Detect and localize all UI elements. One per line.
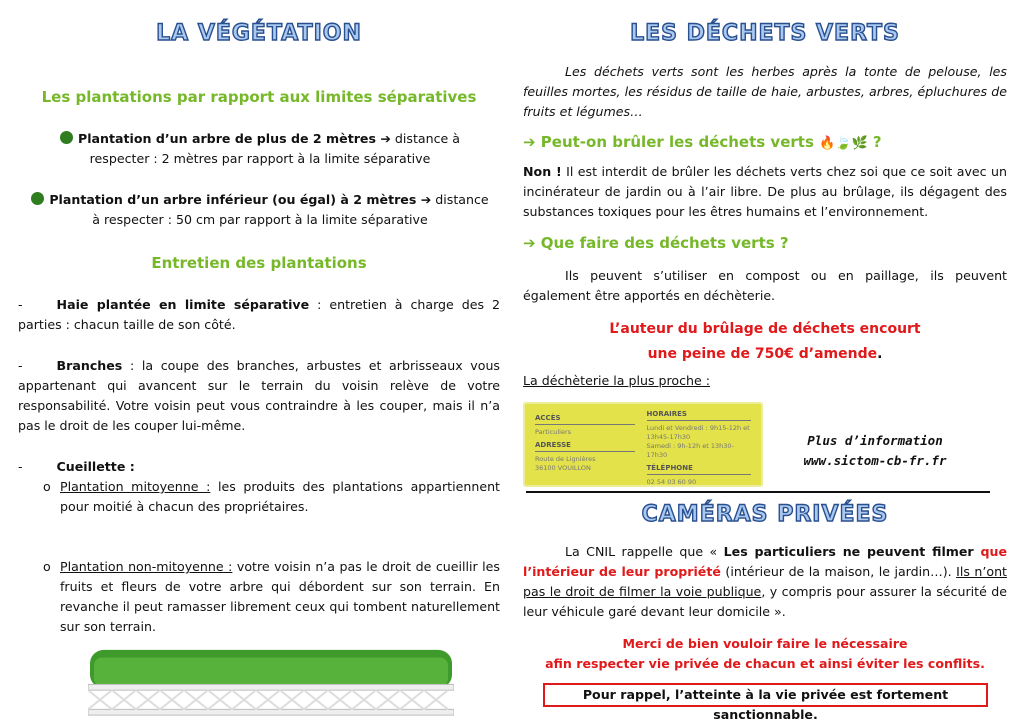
dechets-title: LES DÉCHETS VERTS [630, 21, 900, 46]
haie-item: - Haie plantée en limite séparative : entretien à charge des 2 parties : chacun taille de son côté. [18, 297, 500, 332]
branches-item: - Branches : la coupe des branches, arbustes et arbrisseaux vous appartenant qui avancent sur le terrain du voisin relève de votre responsabilité. Votre voisin peut vous contraindre à les couper, mais il n’a pas le droit de les couper lui-même. [18, 358, 500, 433]
sub-text: votre voisin n’a pas le droit de cueillir les fruits et fleurs de votre arbre qui débordent sur son terrain. En revanche il peut ramasser librement ceux qui tombent naturellement sur son terrain. [60, 559, 500, 634]
info-block [775, 431, 975, 471]
non-mitoyenne-item: o Plantation non-mitoyenne : votre voisin n’a pas le droit de cueillir les fruits et fleurs de votre arbre qui débordent sur son terrain. En revanche il peut ramasser librement ceux qui tombent naturellement sur son terrain. [43, 559, 500, 634]
fine-dot: . [877, 346, 883, 362]
acces-value: Particuliers [535, 428, 572, 436]
cnil-text: La CNIL rappelle que « [565, 544, 724, 559]
merci-line-1: Merci de bien vouloir faire le nécessaire [622, 636, 908, 651]
question-what: ➔ Que faire des déchets verts ? [523, 234, 789, 252]
entretien-heading: Entretien des plantations [151, 254, 367, 272]
answer-burn [523, 162, 1007, 222]
answer-text: Il est interdit de brûler les déchets verts chez soi que ce soit avec un incinérateur de jardin ou à l’air libre. De plus au brûlage, ils dégagent des substances toxiques pour les êtres humains et l’environnement. [523, 164, 1007, 219]
tree-icon [60, 131, 73, 144]
dechets-intro: Les déchets verts sont les herbes après la tonte de pelouse, les feuilles mortes, les résidus de taille de haie, arbustes, arbres, épluchures de fruits et légumes… [523, 64, 1007, 119]
adresse-heading: ADRESSE [535, 441, 635, 452]
answer-what: Ils peuvent s’utiliser en compost ou en paillage, ils peuvent également être apportés en déchèterie. [523, 268, 1007, 303]
sub-label: Plantation mitoyenne : [60, 479, 211, 494]
vegetation-title: LA VÉGÉTATION [156, 21, 362, 46]
fine-notice [523, 317, 1007, 367]
question-end: ? [867, 133, 882, 151]
item-bold: Haie plantée en limite séparative [56, 297, 310, 312]
tree-icon [31, 192, 44, 205]
info-url[interactable]: www.sictom-cb-fr.fr [803, 453, 947, 468]
sub-label: Plantation non-mitoyenne : [60, 559, 233, 574]
cnil-red: que l’intérieur de leur propriété [523, 544, 1007, 579]
item-bold: Branches [56, 358, 123, 373]
divider [526, 491, 990, 493]
telephone-value: 02 54 03 60 90 [646, 478, 697, 486]
cnil-paragraph [523, 542, 1007, 622]
fine-line-1: L’auteur du brûlage de déchets encourt [609, 321, 921, 337]
telephone-heading: TÉLÉPHONE [647, 464, 751, 475]
rule-bold: Plantation d’un arbre inférieur (ou égal) à 2 mètres ➔ [49, 192, 432, 207]
horaires-line-1: Lundi et Vendredi : 9h15-12h et 13h45-17h30 [646, 424, 750, 441]
rule-under-2m [30, 190, 490, 230]
hedge-image [88, 646, 454, 718]
info-label: Plus d’information [807, 433, 943, 448]
horaires-line-2: Samedi : 9h-12h et 13h30-17h30 [646, 442, 734, 459]
acces-heading: ACCÈS [535, 414, 635, 425]
answer-bold: Non ! [523, 164, 562, 179]
item-bold: Cueillette : [56, 459, 135, 474]
rule-text: distance à respecter : 50 cm par rapport à la limite séparative [92, 192, 489, 227]
merci-line-2: afin respecter vie privée de chacun et ainsi éviter les conflits. [545, 656, 985, 671]
cnil-underline: Ils n’ont pas le droit de filmer la voie publique [523, 564, 1007, 599]
adresse-line-1: Route de Lignières [535, 455, 596, 463]
rule-bold: Plantation d’un arbre de plus de 2 mètres ➔ [77, 131, 391, 146]
plantations-heading: Les plantations par rapport aux limites séparatives [41, 88, 477, 106]
question-burn [523, 132, 882, 154]
cueillette-item: - Cueillette : [18, 459, 135, 474]
cameras-title: CAMÉRAS PRIVÉES [641, 502, 889, 527]
cnil-text: , y compris pour assurer la sécurité de leur véhicule garé devant leur domicile ». [523, 584, 1008, 619]
closest-label: La déchèterie la plus proche : [523, 373, 711, 388]
rule-over-2m [30, 129, 490, 169]
horaires-heading: HORAIRES [647, 410, 751, 421]
cnil-text: (intérieur de la maison, le jardin…). [720, 564, 957, 579]
rule-text: distance à respecter : 2 mètres par rapport à la limite séparative [89, 131, 460, 166]
adresse-line-2: 36100 VOUILLON [535, 464, 591, 472]
item-text: : la coupe des branches, arbustes et arbrisseaux vous appartenant qui avancent sur le terrain du voisin relève de votre responsabilité. Votre voisin peut vous contraindre à les couper, mais il n’a pas le droit de les couper lui-même. [18, 358, 500, 433]
question-text: ➔ Peut-on brûler les déchets verts [523, 133, 814, 151]
fire-leaf-icon: 🔥🍃🌿 [819, 136, 868, 151]
dechetterie-card [523, 402, 763, 487]
fine-line-2: une peine de 750€ d’amende [647, 346, 878, 362]
cnil-bold: Les particuliers ne peuvent filmer [723, 544, 981, 559]
mitoyenne-item: o Plantation mitoyenne : les produits des plantations appartiennent pour moitié à chacun des propriétaires. [43, 479, 500, 514]
sub-text: les produits des plantations appartiennent pour moitié à chacun des propriétaires. [60, 479, 500, 514]
merci-notice [523, 634, 1007, 674]
rappel-box: Pour rappel, l’atteinte à la vie privée est fortement sanctionnable. [543, 683, 988, 707]
item-text: : entretien à charge des 2 parties : chacun taille de son côté. [18, 297, 500, 332]
